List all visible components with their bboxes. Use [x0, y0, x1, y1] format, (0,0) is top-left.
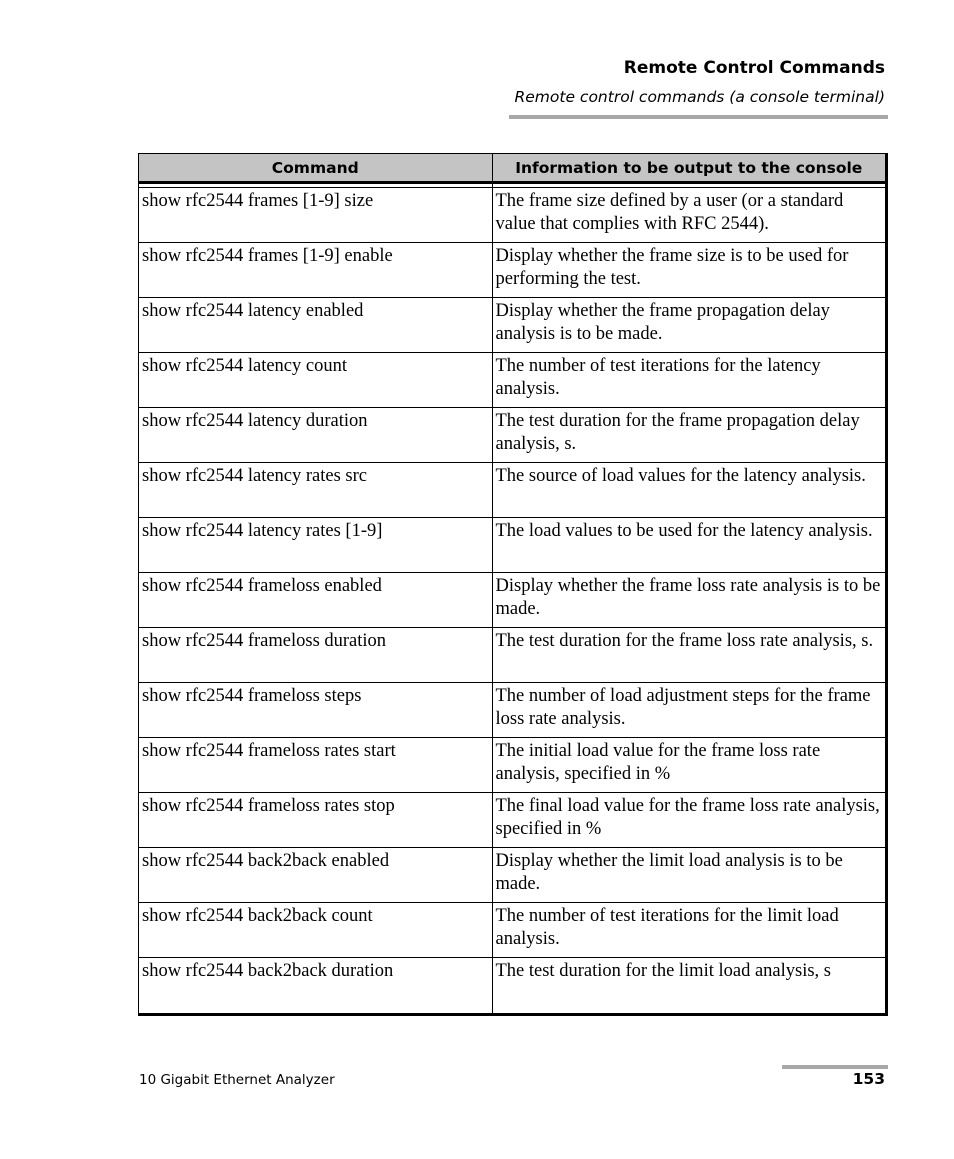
command-cell: show rfc2544 latency count	[139, 353, 492, 408]
description-cell: The load values to be used for the latency analysis.	[492, 518, 885, 573]
column-header-command: Command	[139, 154, 492, 183]
header-rule	[509, 115, 888, 119]
command-cell: show rfc2544 latency enabled	[139, 298, 492, 353]
command-cell: show rfc2544 frameloss steps	[139, 683, 492, 738]
table-row	[139, 463, 885, 518]
description-cell: The number of load adjustment steps for the frame loss rate analysis.	[492, 683, 885, 738]
page-header-subtitle: Remote control commands (a console terminal)	[514, 88, 885, 106]
command-cell: show rfc2544 latency duration	[139, 408, 492, 463]
table-row	[139, 903, 885, 958]
table-row	[139, 848, 885, 903]
description-cell: Display whether the limit load analysis is to be made.	[492, 848, 885, 903]
table-row	[139, 793, 885, 848]
table-row	[139, 353, 885, 408]
table-row	[139, 958, 885, 1013]
description-cell: The test duration for the frame loss rate analysis, s.	[492, 628, 885, 683]
command-cell: show rfc2544 frameloss duration	[139, 628, 492, 683]
description-cell: The frame size defined by a user (or a standard value that complies with RFC 2544).	[492, 188, 885, 243]
page-number: 153	[852, 1070, 885, 1088]
table-row	[139, 408, 885, 463]
command-cell: show rfc2544 latency rates [1-9]	[139, 518, 492, 573]
description-cell: Display whether the frame propagation delay analysis is to be made.	[492, 298, 885, 353]
table-header	[139, 154, 885, 183]
table-row	[139, 573, 885, 628]
description-cell: The test duration for the limit load analysis, s	[495, 961, 832, 982]
table-row	[139, 298, 885, 353]
command-cell: show rfc2544 back2back duration	[139, 958, 492, 1013]
commands-table-frame	[138, 153, 888, 1016]
column-header-information: Information to be output to the console	[492, 154, 885, 183]
command-cell: show rfc2544 back2back count	[139, 903, 492, 958]
command-cell: show rfc2544 latency rates src	[139, 463, 492, 518]
description-cell: The test duration for the frame propagation delay analysis, s.	[492, 408, 885, 463]
description-cell: Display whether the frame size is to be used for performing the test.	[492, 243, 885, 298]
command-cell: show rfc2544 frames [1-9] size	[139, 188, 492, 243]
description-cell: The number of test iterations for the limit load analysis.	[492, 903, 885, 958]
description-cell: The source of load values for the latency analysis.	[492, 463, 885, 518]
description-cell: The final load value for the frame loss rate analysis, specified in %	[492, 793, 885, 848]
description-cell: Display whether the frame loss rate analysis is to be made.	[492, 573, 885, 628]
command-cell: show rfc2544 frameloss enabled	[139, 573, 492, 628]
command-cell: show rfc2544 back2back enabled	[139, 848, 492, 903]
commands-table	[139, 154, 885, 1013]
command-cell: show rfc2544 frameloss rates start	[139, 738, 492, 793]
table-row	[139, 518, 885, 573]
page-header-title: Remote Control Commands	[623, 58, 885, 78]
table-row	[139, 738, 885, 793]
table-row	[139, 683, 885, 738]
table-row	[139, 188, 885, 243]
command-cell: show rfc2544 frameloss rates stop	[139, 793, 492, 848]
description-cell: The initial load value for the frame loss rate analysis, specified in %	[492, 738, 885, 793]
footer-rule	[782, 1065, 888, 1069]
command-cell: show rfc2544 frames [1-9] enable	[139, 243, 492, 298]
description-cell: The number of test iterations for the latency analysis.	[492, 353, 885, 408]
table-row	[139, 628, 885, 683]
table-body	[139, 183, 885, 1014]
table-row	[139, 243, 885, 298]
footer-product-name: 10 Gigabit Ethernet Analyzer	[139, 1072, 335, 1088]
